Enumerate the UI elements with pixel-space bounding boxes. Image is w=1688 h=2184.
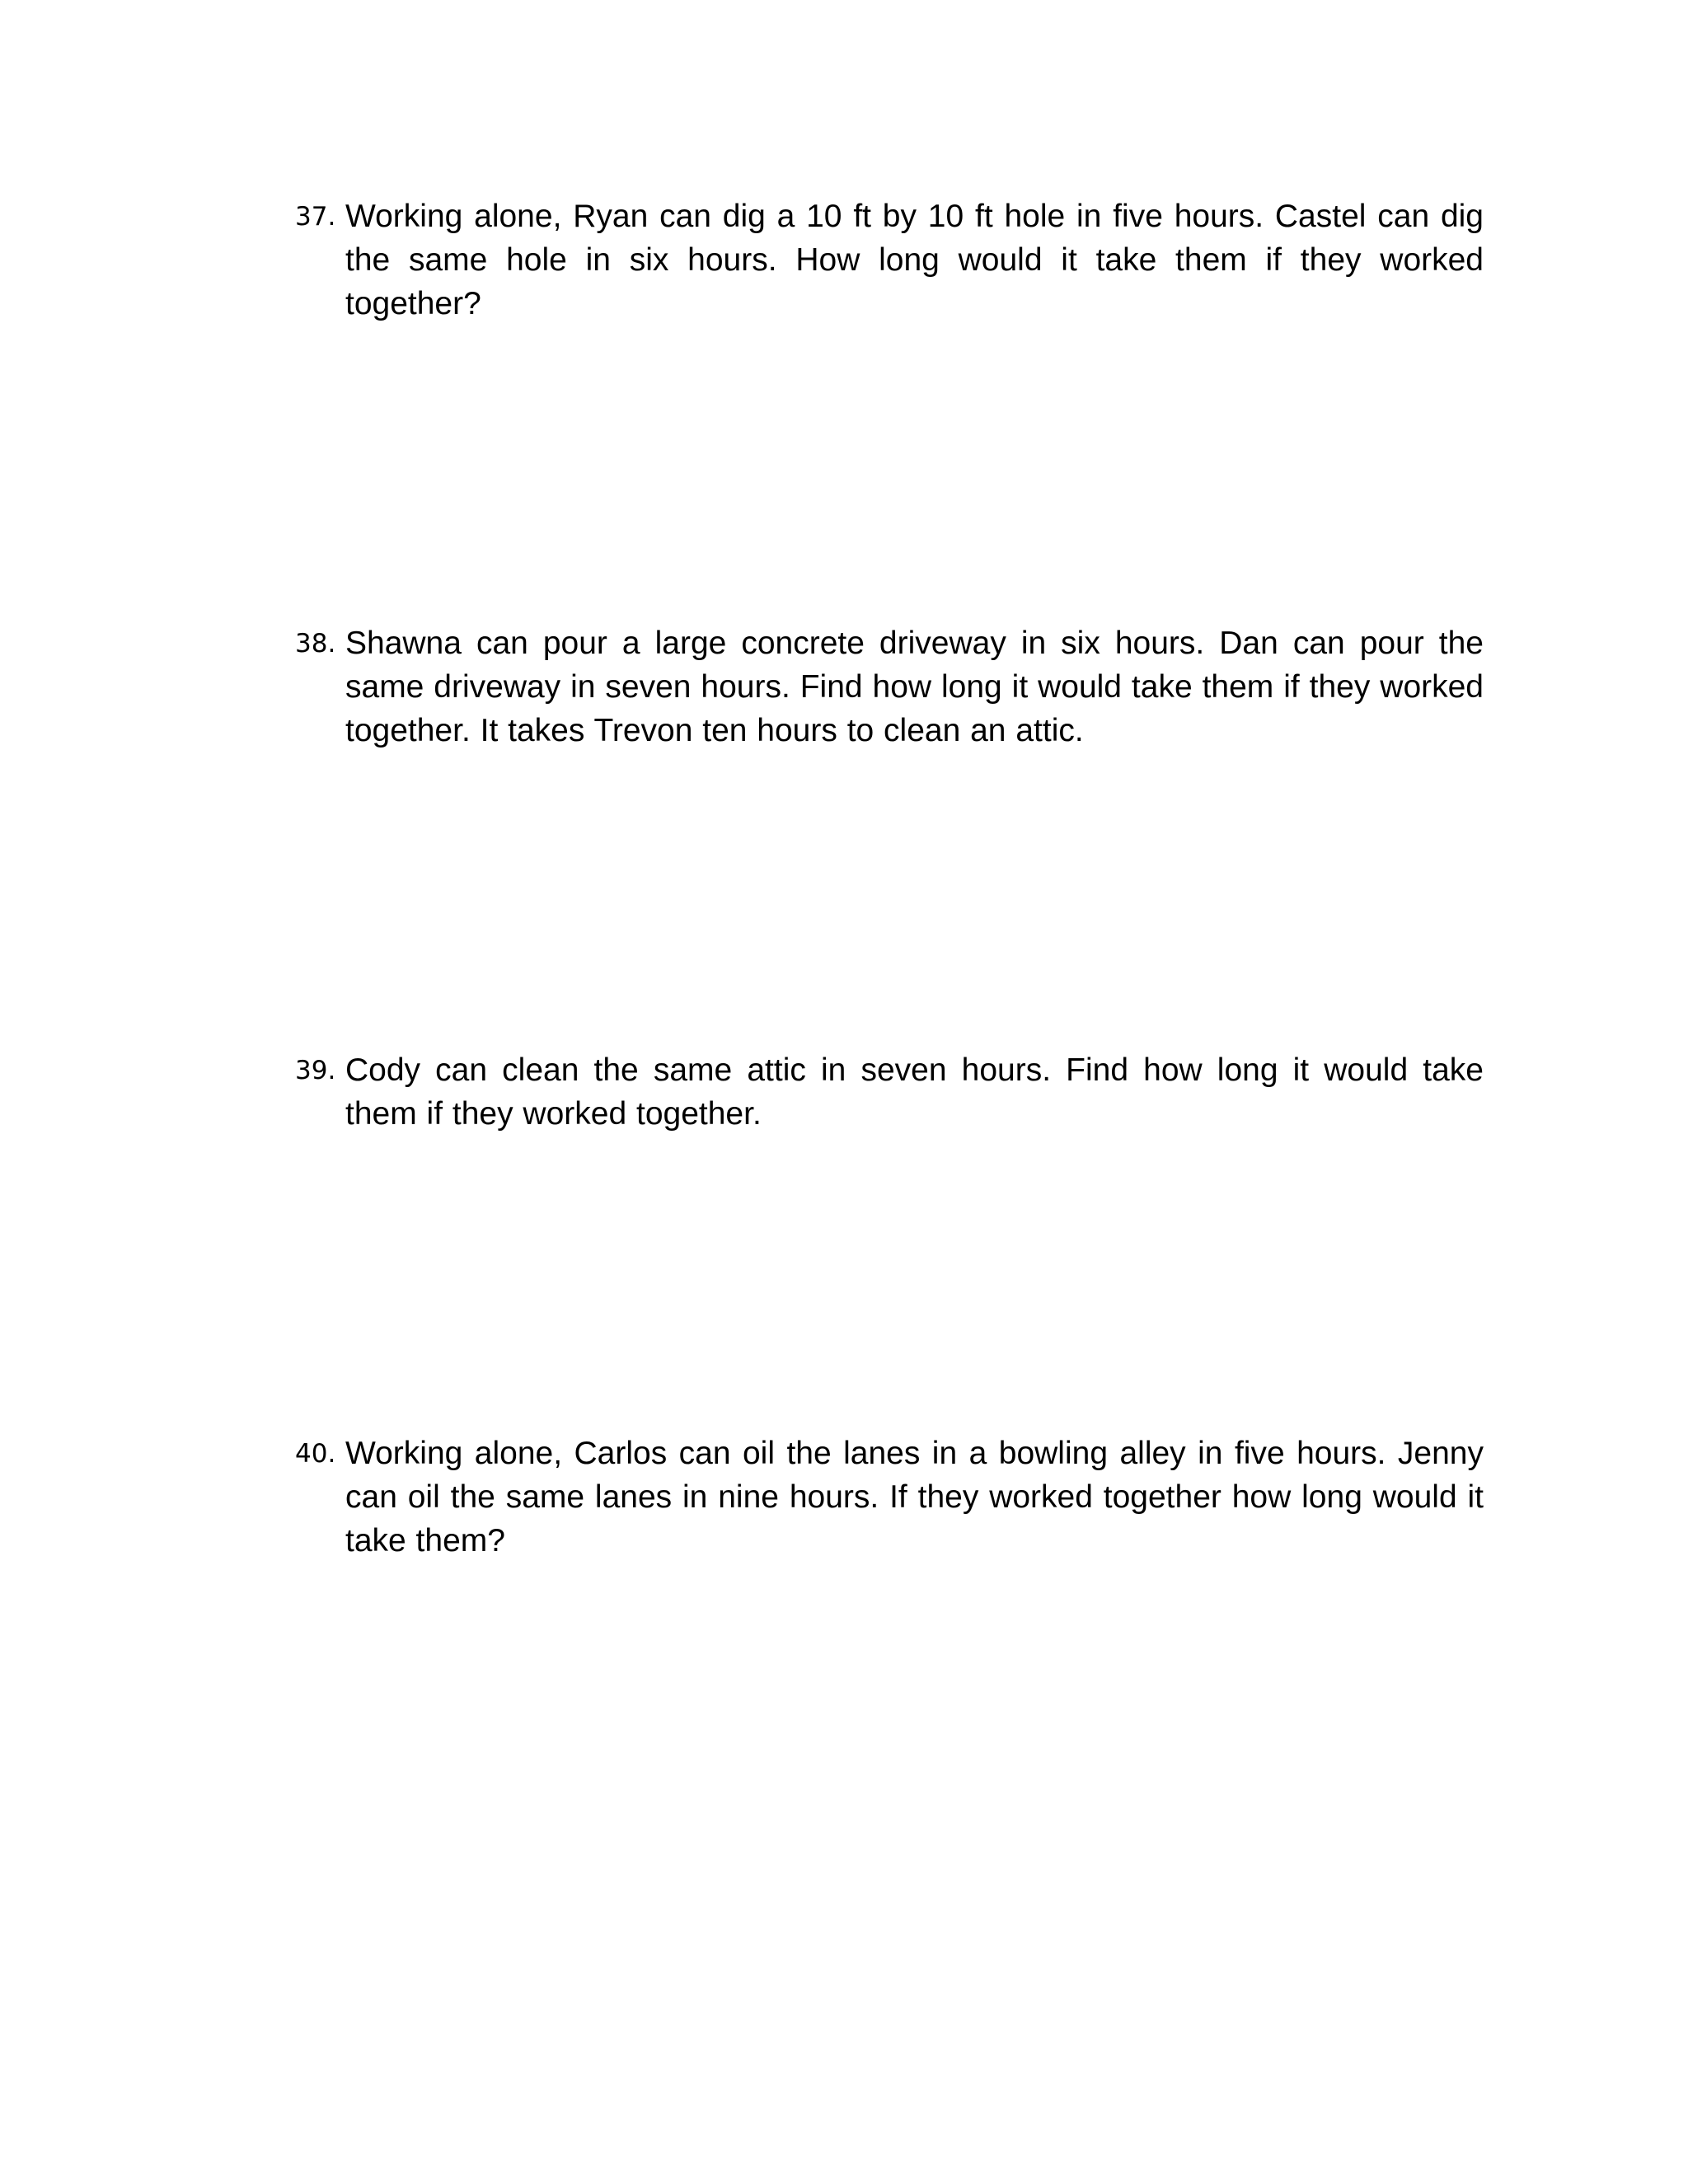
problem-text: Working alone, Carlos can oil the lanes in a bowling alley in five hours. Jenny can oil the same lanes in nine hours. If they worked together how long would it take them? bbox=[345, 1436, 1484, 1558]
problem-number: 40. bbox=[295, 1439, 336, 1469]
problem-number: 39. bbox=[295, 1056, 336, 1085]
problem-text: Cody can clean the same attic in seven hours. Find how long it would take them if they worked together. bbox=[345, 1052, 1484, 1132]
problem-38 bbox=[295, 621, 1484, 752]
problem-text: Shawna can pour a large concrete driveway in six hours. Dan can pour the same driveway in seven hours. Find how long it would take them if they worked together. It takes Trevon ten hours to clean an attic. bbox=[345, 626, 1484, 748]
problem-40 bbox=[295, 1432, 1484, 1563]
problem-39 bbox=[295, 1048, 1484, 1136]
problem-number: 37. bbox=[295, 202, 336, 232]
problem-text: Working alone, Ryan can dig a 10 ft by 10 ft hole in five hours. Castel can dig the same hole in six hours. How long would it take them if they worked together? bbox=[345, 199, 1484, 321]
problem-37 bbox=[295, 194, 1484, 326]
problem-number: 38. bbox=[295, 629, 336, 658]
